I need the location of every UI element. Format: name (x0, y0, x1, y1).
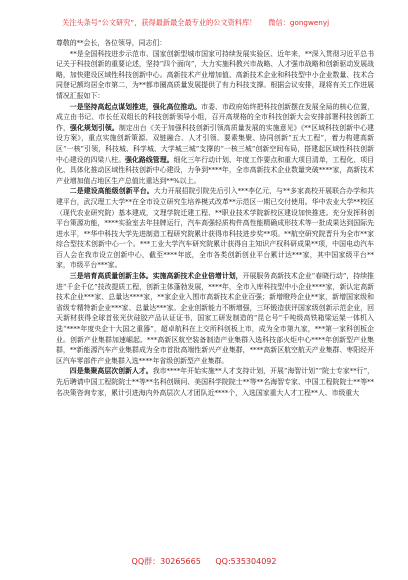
paragraph-talent-lead: 四是集聚高层次创新人才。 (69, 367, 153, 376)
paragraph-platforms (56, 186, 374, 271)
paragraph-planning-body: 市委、市政府始终把科技创新摆在发展全局的核心位置，成立由书记、市长任双组长的科技创新领导小组，召开高规格的全市科技创新大会安排部署科技创新工作， (56, 102, 375, 132)
banner-text: 关注头条号“公文研究”，获得最新最全最专业的公文资料库！ (62, 18, 257, 27)
paragraph-talent-body: 我市****年开始实施**人才支持计划，开展“海智计划”“院士专家**行”，先后聘请中国工程院院士**等**名科创顾问、美国科学院院士**等**名海智专家、中国工程院院士**等**名决策咨询专家，累计引进海内外高层次人才团队近****个，入选国家重大人才工程**人、市级重大 (56, 367, 375, 397)
footer-contact (0, 556, 408, 568)
wechat-text: 微信：gongwenyj (268, 18, 330, 27)
paragraph-enterprises-lead: 三是培育高质量创新主体。实施高新技术企业倍增计划， (69, 272, 243, 281)
qq-group: QQ群：30265665 (131, 557, 201, 566)
header-banner (62, 16, 392, 30)
paragraph-overview: **是全国科技进步示范市、国家创新型城市国家可持续发展实验区、近年来，**深入贯彻习近平总书记关于科技创新的重要论述，坚持“四个面向”，大力实施科教兴市战略、人才强市战略和创新驱动发展战略，加快建设区域性科技创新中心。高新技术产业增加值、高新技术企业和科技型中小企业数量、技术合同登记额均居全市第二，为**都市圈高质量发展提供了有力科技支撑。根据会议安排，现将有关工作进展情况汇报如下： (56, 49, 374, 100)
paragraph-platforms-lead: 二是建设高能级创新平台。 (69, 187, 154, 196)
paragraph-enterprises (56, 271, 374, 366)
paragraph-planning-body-3: 细化三年行动计划、年度工作要点和重大项目清单，工程化、项目化、具体化推动区域性科技创新中心建设，力争到****年，全市高新技术企业数量突破****家，高新技术产业增加值占地区生产总值比重达到**%以上。 (56, 155, 375, 185)
paragraph-planning-body-2: 制定出台《关于加强科技创新引领高质量发展的实施意见》《**区域科技创新中心建设方案》，重点实施创新策源、双链融合、人才引领、要素集聚、协同创新“五大工程”，着力构建高新区“一核”引领，科技城、科学城、大学城三城”支撑的“一核三城”创新空间布局，搭建起区域性科技创新中心建设的四梁八柱。 (56, 123, 375, 164)
paragraph-talent (56, 366, 374, 398)
paragraph-planning-lead-3: 强化路线管理。 (125, 155, 174, 164)
salutation: 尊敬的**会长，各位领导，同志们： (56, 39, 167, 47)
paragraph-enterprises-body: 开展服务高新技术企业“春晓行动”，持续推进“千企千亿”技改提质工程，创新主体蓬勃发展，****年，全市入库科技型中小企业****家，新认定高新技术企业***家、总量达****家，**家企业入围市高新技术企业百强；新增瞪羚企业**家，新增国家级和省级专精特新企业***家、总量达***家。企业创新能力不断增强，三环锻造获评国家级创新示范企业，回天新材获得全球首张光伏硅胶产品认证证书，国家工研发制造的“昆仑号”千吨级高铁箱梁运架一体机入选“****年度央企十大国之重器”，超卓航科在上交所科创板上市，成为全市第九家，***第一家科创板企业。创新产业集群加速崛起。***高新区航空装备制造产业集群入选科技部火炬中心****年创新型产业集群，**新能源汽车产业集群成为全市首批高端性新兴产业集群，****高新区航空航天产业集群、枣阳经开区汽车零部件产业集群入选****年省级创新型产业集群。 (56, 272, 375, 365)
document-body (56, 38, 374, 398)
paragraph-planning (56, 102, 374, 187)
paragraph-planning-lead: 一是坚持高起点谋划推进，强化高位推动。 (69, 102, 202, 111)
paragraph-platforms-body: 大力开展招院引院先后引入***李亿元，与**多家高校开展联合办学和共建平台，武汉理工大学**在全市设立研究生培养模式改革**示范区一期已交付使用。华中农业大学**校区（现代农业研究院）基本建成，文理学院迁建工程、**职业技术学院新校区建设加快推进。充分发挥科创平台策源功能，****实验室去年挂牌运行，汽车高强轻质构件高性能精确成形技术等一批成果达到国际先进水平，**华中科技大学先进制造工程研究院累计获得市科技进步奖**项。**航空研究院晋升为全市**家综合型技术创新中心一个。***工业大学汽车研究院累计获得自主知识产权科研成果**项，中国电动汽车百人会在我市设立创新中心，截至****年底，全市各类创新创业平台累计达***家，其中国家级平台**家，市级平台***家。 (56, 187, 374, 270)
qq-number: QQ:535304092 (215, 557, 277, 566)
paragraph-planning-lead-2: 强化规划引领。 (69, 123, 119, 132)
